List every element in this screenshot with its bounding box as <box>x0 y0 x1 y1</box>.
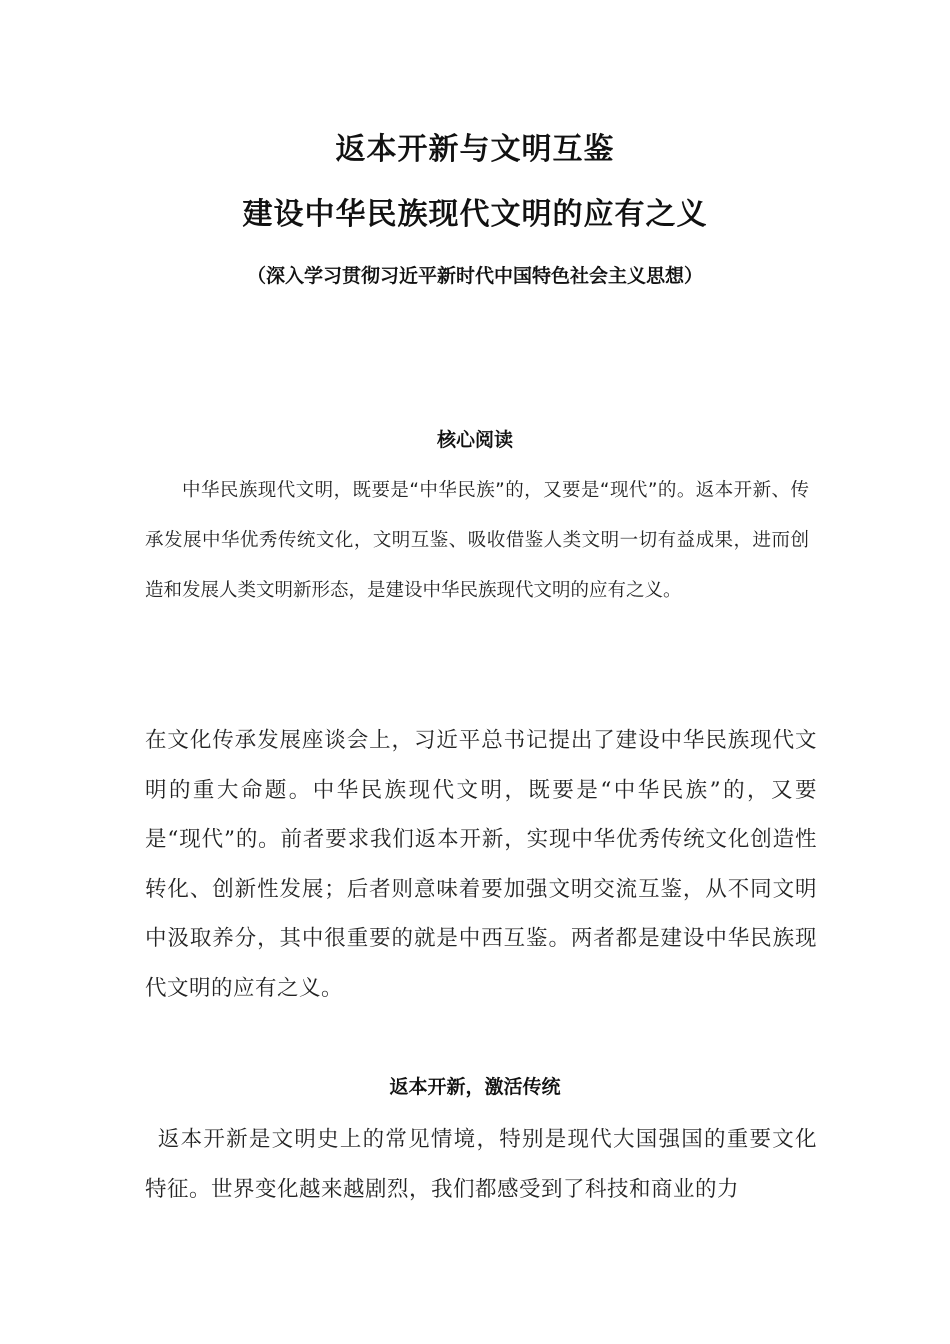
core-reading-heading: 核心阅读 <box>436 429 513 451</box>
document-subtitle: （深入学习贯彻习近平新时代中国特色社会主义思想） <box>246 265 703 287</box>
section-1-paragraph: 返本开新是文明史上的常见情境，特别是现代大国强国的重要文化特征。世界变化越来越剧烈，我们都感受到了科技和商业的力 <box>145 1127 817 1202</box>
document-title-line-2: 建设中华民族现代文明的应有之义 <box>242 197 708 232</box>
core-reading-text: 中华民族现代文明，既要是“中华民族”的，又要是“现代”的。返本开新、传承发展中华优秀传统文化，文明互鉴、吸收借鉴人类文明一切有益成果，进而创造和发展人类文明新形态，是建设中华民族现代文明的应有之义。 <box>145 480 809 601</box>
section-1-heading: 返本开新，激活传统 <box>389 1076 561 1098</box>
document-title-line-1: 返本开新与文明互鉴 <box>335 132 615 167</box>
intro-paragraph: 在文化传承发展座谈会上，习近平总书记提出了建设中华民族现代文明的重大命题。中华民族现代文明，既要是“中华民族”的，又要是“现代”的。前者要求我们返本开新，实现中华优秀传统文化创造性转化、创新性发展；后者则意味着要加强文明交流互鉴，从不同文明中汲取养分，其中很重要的就是中西互鉴。两者都是建设中华民族现代文明的应有之义。 <box>145 728 817 1001</box>
